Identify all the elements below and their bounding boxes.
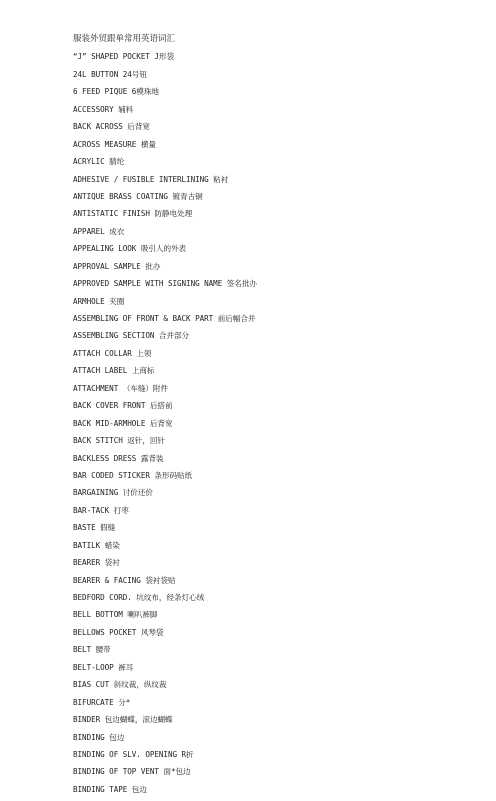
glossary-line: BEARER 袋衬 — [73, 558, 120, 568]
glossary-line: 24L BUTTON 24号钮 — [73, 69, 147, 79]
glossary-line: BARGAINING 讨价还价 — [73, 488, 153, 498]
glossary-line: BIFURCATE 分* — [73, 697, 131, 707]
glossary-line: BIAS CUT 斜纹裁，纵纹裁 — [73, 680, 167, 690]
glossary-line: ANTIQUE BRASS COATING 镀青古铜 — [73, 191, 203, 201]
glossary-line: BINDING OF TOP VENT 面*包边 — [73, 767, 191, 777]
glossary-line: BAR-TACK 打枣 — [73, 505, 129, 515]
glossary-line: BACK COVER FRONT 后搭前 — [73, 401, 173, 411]
glossary-line: ACRYLIC 腈纶 — [73, 157, 125, 167]
glossary-line: ADHESIVE / FUSIBLE INTERLINING 粘衬 — [73, 174, 229, 184]
document-title: 服装外贸跟单常用英语词汇 — [73, 34, 176, 44]
glossary-line: BEDFORD CORD. 坑纹布，经条灯心绒 — [73, 593, 205, 602]
glossary-line: BELT-LOOP 裤耳 — [73, 662, 134, 672]
glossary-line: BINDER 包边蝴蝶，滚边蝴蝶 — [73, 715, 173, 725]
glossary-line: APPROVAL SAMPLE 批办 — [73, 261, 161, 271]
document-body — [73, 34, 473, 801]
glossary-line: BACK ACROSS 后背宽 — [73, 122, 150, 132]
glossary-line: BINDING OF SLV. OPENING R折 — [73, 749, 194, 759]
glossary-line: BACK STITCH 返针，回针 — [73, 436, 165, 446]
glossary-line: BELLOWS POCKET 风琴袋 — [73, 627, 164, 637]
glossary-line: BINDING TAPE 包边 — [73, 784, 147, 794]
glossary-line: ACCESSORY 辅料 — [73, 104, 134, 114]
glossary-line: BACKLESS DRESS 露背装 — [73, 453, 164, 463]
glossary-line: BACK MID-ARMHOLE 后背宽 — [73, 418, 173, 428]
glossary-line: APPAREL 成衣 — [73, 226, 125, 236]
glossary-line: 6 FEED PIQUE 6模珠地 — [73, 87, 159, 97]
glossary-line: ASSEMBLING OF FRONT & BACK PART 前后幅合并 — [73, 314, 256, 323]
glossary-line: APPEALING LOOK 吸引人的外表 — [73, 244, 187, 254]
glossary-line: “J” SHAPED POCKET J形袋 — [73, 52, 175, 62]
glossary-line: BAR CODED STICKER 条形码贴纸 — [73, 470, 193, 480]
glossary-line: ASSEMBLING SECTION 合并部分 — [73, 331, 190, 341]
glossary-line: BATILK 蜡染 — [73, 540, 120, 550]
glossary-line: ACROSS MEASURE 横量 — [73, 139, 156, 149]
glossary-line: ANTISTATIC FINISH 防静电处理 — [73, 209, 193, 219]
glossary-line: ATTACH LABEL 上商标 — [73, 366, 155, 376]
glossary-line: ARMHOLE 夹圈 — [73, 296, 125, 306]
glossary-line: APPROVED SAMPLE WITH SIGNING NAME 签名批办 — [73, 279, 257, 289]
glossary-line: BELL BOTTOM 喇叭裤脚 — [73, 610, 158, 620]
glossary-line: BEARER & FACING 袋衬袋贴 — [73, 575, 176, 585]
glossary-line: ATTACH COLLAR 上领 — [73, 348, 152, 358]
glossary-line: BELT 腰带 — [73, 645, 111, 655]
glossary-line: BASTE 假缝 — [73, 523, 116, 533]
glossary-line: ATTACHMENT （车缝）附件 — [73, 383, 169, 393]
glossary-line: BINDING 包边 — [73, 732, 125, 742]
